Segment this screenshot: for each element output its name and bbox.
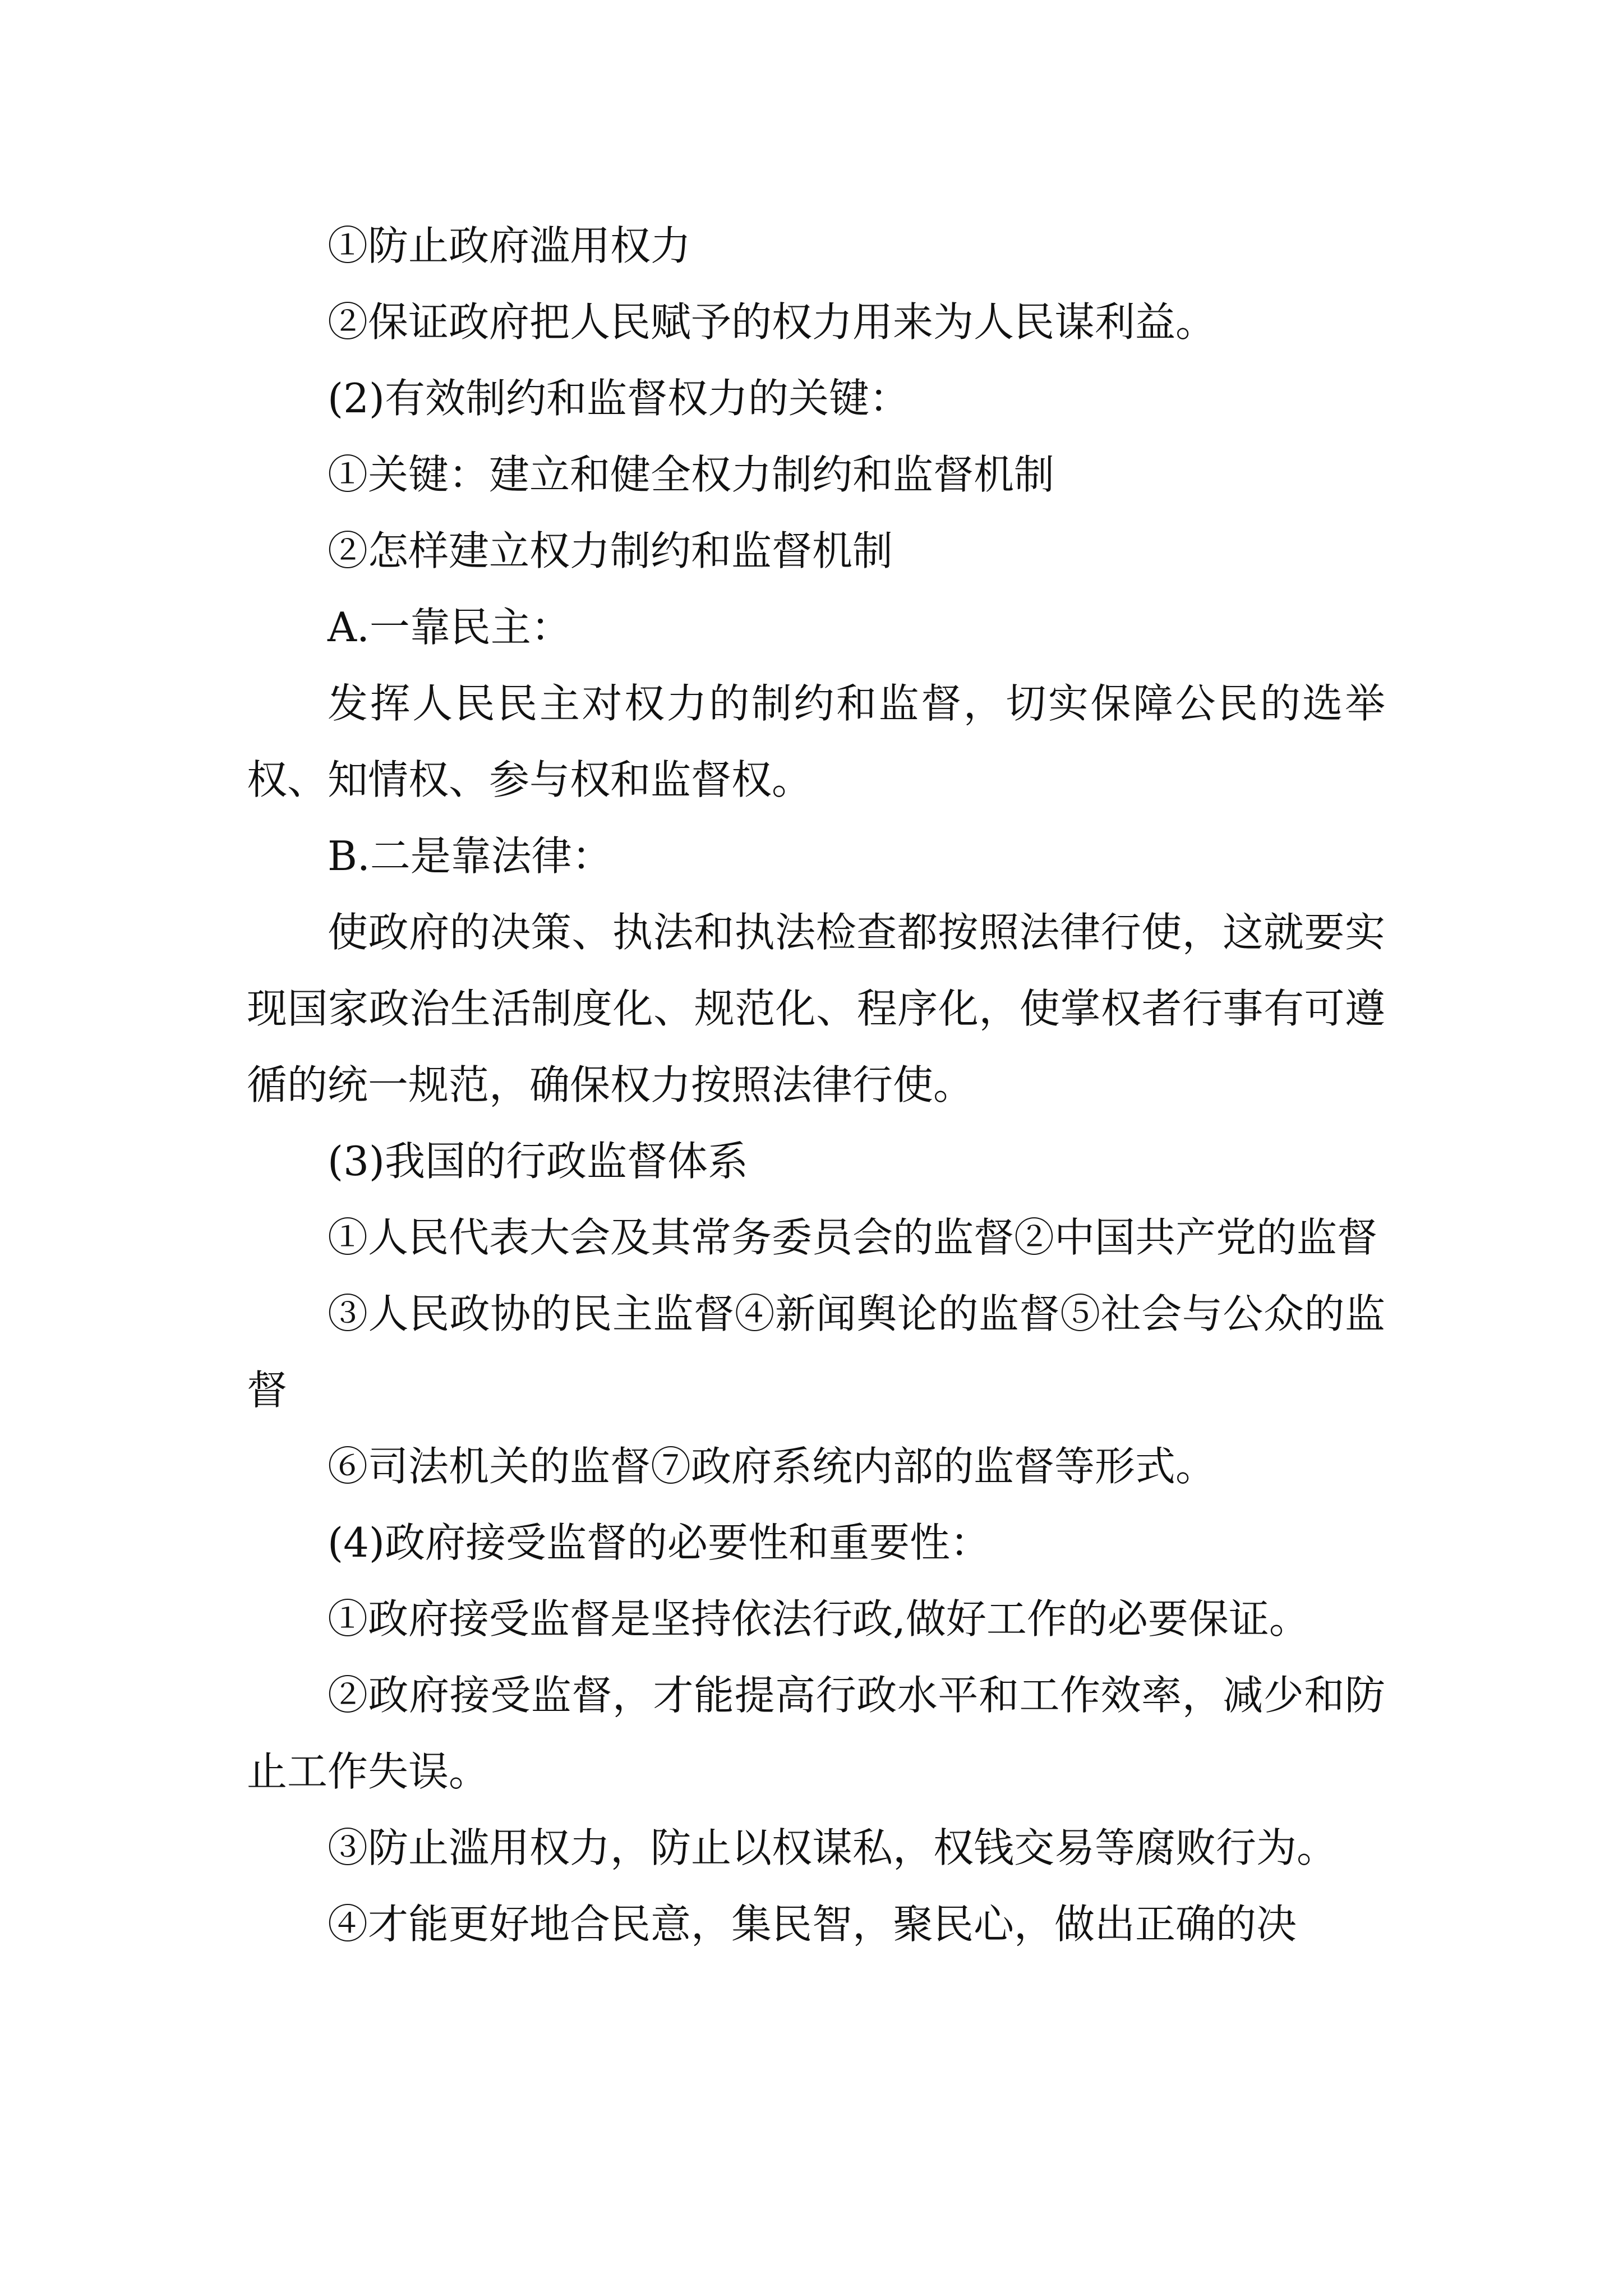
paragraph: ①关键：建立和健全权力制约和监督机制 — [328, 451, 1055, 498]
paragraph: (3)我国的行政监督体系 — [328, 1138, 748, 1185]
paragraph: ②保证政府把人民赋予的权力用来为人民谋利益。 — [328, 298, 1216, 346]
paragraph: (2)有效制约和监督权力的关键： — [328, 375, 910, 422]
paragraph: ①政府接受监督是坚持依法行政,做好工作的必要保证。 — [328, 1595, 1310, 1642]
paragraph: ①人民代表大会及其常务委员会的监督②中国共产党的监督 — [328, 1214, 1378, 1261]
paragraph: A.一靠民主： — [328, 604, 571, 651]
paragraph: ④才能更好地合民意，集民智，聚民心，做出正确的决 — [328, 1901, 1297, 1948]
document-body — [247, 208, 1385, 1962]
paragraph: ②政府接受监督，才能提高行政水平和工作效率，减少和防止工作失误。 — [247, 1672, 1385, 1795]
paragraph: 发挥人民民主对权力的制约和监督，切实保障公民的选举权、知情权、参与权和监督权。 — [247, 680, 1385, 803]
paragraph: ③防止滥用权力，防止以权谋私，权钱交易等腐败行为。 — [328, 1824, 1338, 1871]
paragraph: (4)政府接受监督的必要性和重要性： — [328, 1519, 990, 1566]
paragraph: B.二是靠法律： — [328, 832, 612, 880]
paragraph: ⑥司法机关的监督⑦政府系统内部的监督等形式。 — [328, 1443, 1216, 1490]
paragraph: ②怎样建立权力制约和监督机制 — [328, 527, 893, 574]
paragraph: ①防止政府滥用权力 — [328, 222, 691, 269]
paragraph: 使政府的决策、执法和执法检查都按照法律行使，这就要实现国家政治生活制度化、规范化、程序化，使掌权者行事有可遵循的统一规范，确保权力按照法律行使。 — [247, 909, 1385, 1108]
paragraph: ③人民政协的民主监督④新闻舆论的监督⑤社会与公众的监督 — [247, 1290, 1385, 1414]
